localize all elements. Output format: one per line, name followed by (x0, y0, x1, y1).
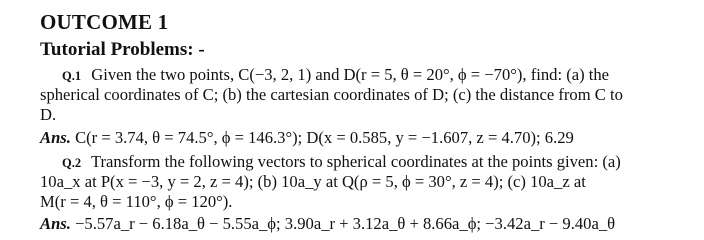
q2-number: Q.2 (62, 156, 82, 170)
q1-answer-label: Ans. (40, 128, 71, 147)
q2-text-1: Transform the following vectors to spherical coordinates at the points given: (a) (90, 152, 621, 171)
q1-answer-line (40, 128, 574, 148)
q2-line-3: M(r = 4, θ = 110°, ϕ = 120°). (40, 192, 233, 211)
q1-line-3: D. (40, 105, 57, 124)
q2-answer-label: Ans. (40, 214, 71, 233)
q1-number: Q.1 (62, 69, 82, 83)
q2-answer: −5.57a_r − 6.18a_θ − 5.55a_ϕ; 3.90a_r + 3.12a_θ + 8.66a_ϕ; −3.42a_r − 9.40a_θ (75, 214, 616, 233)
q1-line-1 (62, 65, 609, 85)
q1-line-2: spherical coordinates of C; (b) the cartesian coordinates of D; (c) the distance from C to (40, 85, 623, 104)
q2-answer-line (40, 214, 615, 234)
q1-answer: C(r = 3.74, θ = 74.5°, ϕ = 146.3°); D(x = 0.585, y = −1.607, z = 4.70); 6.29 (75, 128, 574, 147)
q2-line-1 (62, 152, 621, 172)
q2-line-2: 10a_x at P(x = −3, y = 2, z = 4); (b) 10a_y at Q(ρ = 5, ϕ = 30°, z = 4); (c) 10a_z at (40, 172, 586, 191)
outcome-heading: OUTCOME 1 (40, 10, 169, 34)
tutorial-subheading: Tutorial Problems: - (40, 39, 205, 60)
q1-text-1: Given the two points, C(−3, 2, 1) and D(r = 5, θ = 20°, ϕ = −70°), find: (a) the (91, 65, 610, 84)
